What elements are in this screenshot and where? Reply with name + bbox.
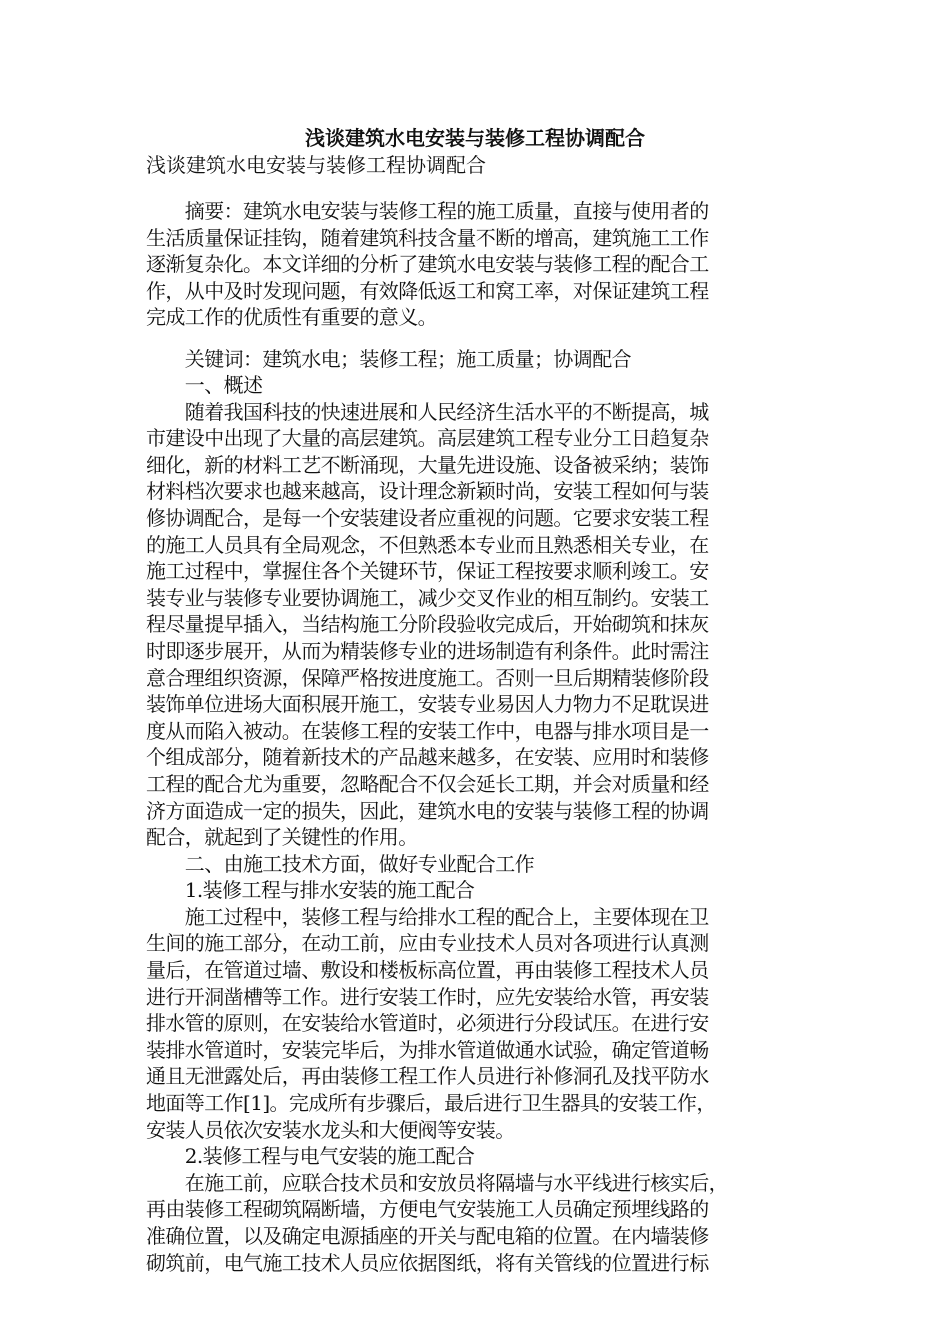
body-line: 进行开洞凿槽等工作。进行安装工作时，应先安装给水管，再安装 [146,984,709,1009]
body-line: 随着我国科技的快速进展和人民经济生活水平的不断提高，城 [146,399,709,424]
body-line: 济方面造成一定的损失，因此，建筑水电的安装与装修工程的协调 [146,798,709,823]
body-line: 工程的配合尤为重要，忽略配合不仅会延长工期，并会对质量和经 [146,771,709,796]
body-line: 市建设中出现了大量的高层建筑。高层建筑工程专业分工日趋复杂 [146,426,709,451]
abstract-line: 完成工作的优质性有重要的意义。 [146,305,437,330]
body-line: 砌筑前，电气施工技术人员应依据图纸，将有关管线的位置进行标 [146,1250,709,1275]
body-line: 再由装修工程砌筑隔断墙，方便电气安装施工人员确定预埋线路的 [146,1197,709,1222]
subsection-heading: 1.装修工程与排水安装的施工配合 [146,878,475,903]
document-title: 浅谈建筑水电安装与装修工程协调配合 [305,126,645,150]
body-line: 通且无泄露处后，再由装修工程工作人员进行补修洞孔及找平防水 [146,1064,709,1089]
abstract-line: 生活质量保证挂钩，随着建筑科技含量不断的增高，建筑施工工作 [146,225,709,250]
body-line: 在施工前，应联合技术员和安放员将隔墙与水平线进行核实后， [146,1170,728,1195]
body-line: 安装人员依次安装水龙头和大便阀等安装。 [146,1117,515,1142]
body-line: 量后，在管道过墙、敷设和楼板标高位置，再由装修工程技术人员 [146,958,709,983]
body-text [146,372,806,1276]
keywords-line [146,346,806,373]
body-line: 装专业与装修专业要协调施工，减少交叉作业的相互制约。安装工 [146,585,709,610]
abstract-line: 逐渐复杂化。本文详细的分析了建筑水电安装与装修工程的配合工 [146,252,709,277]
body-line: 排水管的原则，在安装给水管道时，必须进行分段试压。在进行安 [146,1011,709,1036]
document-subtitle: 浅谈建筑水电安装与装修工程协调配合 [146,153,486,177]
body-line: 材料档次要求也越来越高，设计理念新颖时尚，安装工程如何与装 [146,479,709,504]
body-line: 修协调配合，是每一个安装建设者应重视的问题。它要求安装工程 [146,505,709,530]
abstract-paragraph [146,198,806,331]
body-line: 程尽量提早插入，当结构施工分阶段验收完成后，开始砌筑和抹灰 [146,612,709,637]
abstract-line: 摘要：建筑水电安装与装修工程的施工质量，直接与使用者的 [146,199,709,223]
body-line: 个组成部分，随着新技术的产品越来越多，在安装、应用时和装修 [146,745,709,770]
section-heading: 一、概述 [146,373,263,397]
keywords-text: 关键词：建筑水电；装修工程；施工质量；协调配合 [146,347,631,371]
body-line: 地面等工作[1]。完成所有步骤后，最后进行卫生器具的安装工作， [146,1091,716,1116]
body-line: 意合理组织资源，保障严格按进度施工。否则一旦后期精装修阶段 [146,665,709,690]
body-line: 度从而陷入被动。在装修工程的安装工作中，电器与排水项目是一 [146,718,709,743]
body-line: 施工过程中，装修工程与给排水工程的配合上，主要体现在卫 [146,904,709,929]
body-line: 装饰单位进场大面积展开施工，安装专业易因人力物力不足耽误进 [146,692,709,717]
subsection-heading: 2.装修工程与电气安装的施工配合 [146,1144,475,1169]
body-line: 装排水管道时，安装完毕后，为排水管道做通水试验，确定管道畅 [146,1037,709,1062]
body-line: 生间的施工部分，在动工前，应由专业技术人员对各项进行认真测 [146,931,709,956]
body-line: 施工过程中，掌握住各个关键环节，保证工程按要求顺利竣工。安 [146,559,709,584]
body-line: 准确位置，以及确定电源插座的开关与配电箱的位置。在内墙装修 [146,1224,709,1248]
body-line: 配合，就起到了关键性的作用。 [146,825,418,850]
body-line: 的施工人员具有全局观念，不但熟悉本专业而且熟悉相关专业，在 [146,532,709,557]
body-line: 细化，新的材料工艺不断涌现，大量先进设施、设备被采纳；装饰 [146,452,709,477]
body-line: 时即逐步展开，从而为精装修专业的进场制造有利条件。此时需注 [146,638,709,663]
section-heading: 二、由施工技术方面，做好专业配合工作 [146,851,534,876]
abstract-line: 作，从中及时发现问题，有效降低返工和窝工率，对保证建筑工程 [146,278,709,303]
